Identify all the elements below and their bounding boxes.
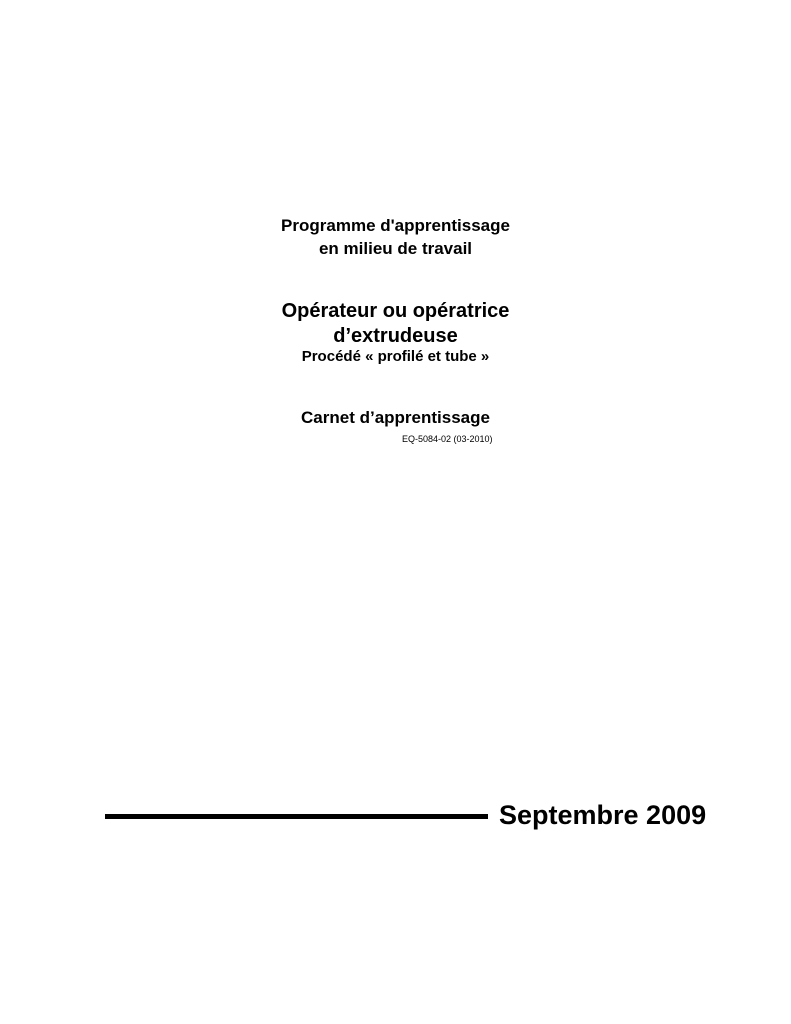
occupation-title [0, 299, 791, 349]
horizontal-rule [105, 814, 488, 819]
program-line-1: Programme d'apprentissage [281, 216, 510, 235]
program-line-2: en milieu de travail [318, 239, 473, 258]
document-code: EQ-5084-02 (03-2010) [402, 434, 493, 444]
occupation-line-1: Opérateur ou opératrice [281, 300, 510, 322]
program-heading [0, 214, 791, 260]
document-type: Carnet d’apprentissage [301, 408, 490, 427]
publication-date: Septembre 2009 [499, 800, 707, 830]
occupation-line-2: d’extrudeuse [333, 325, 458, 347]
process-subtitle: Procédé « profilé et tube » [301, 348, 490, 365]
